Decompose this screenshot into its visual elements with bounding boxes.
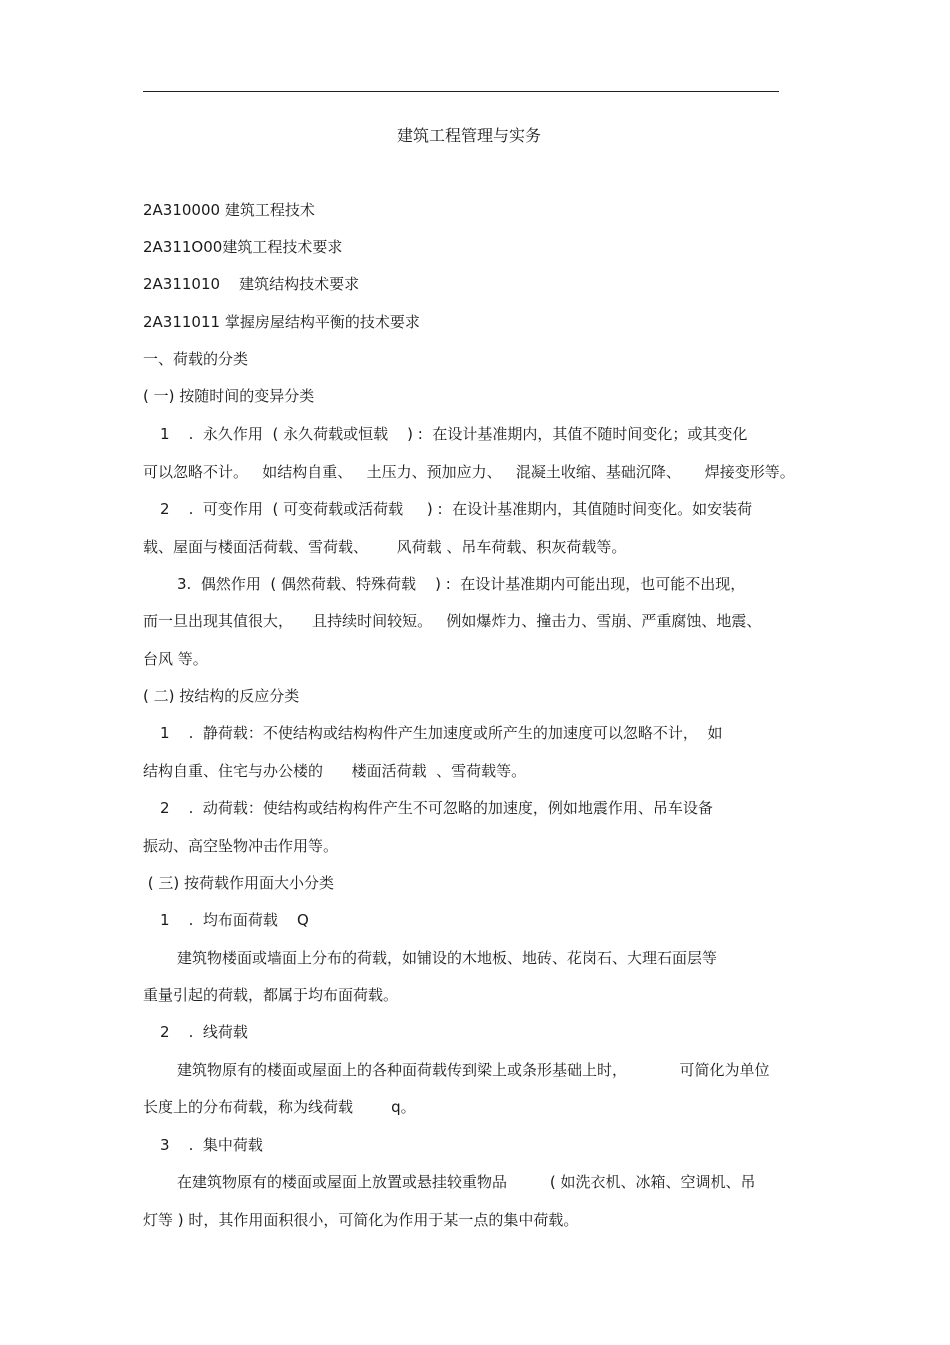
paragraph-line: 而一旦出现其值很大， 且持续时间较短。 例如爆炸力、撞击力、雪崩、严重腐蚀、地震、 <box>143 612 762 630</box>
list-item-heading: 2 . 线荷载 <box>160 1023 248 1041</box>
section-heading: 2A310000 建筑工程技术 <box>143 201 315 219</box>
paragraph-line: 2 . 可变作用 ( 可变荷载或活荷载 ) : 在设计基准期内，其值随时间变化。如安装荷 <box>160 500 753 518</box>
header-rule <box>143 91 779 92</box>
list-item-heading: 3 . 集中荷载 <box>160 1136 263 1154</box>
subheading: ( 三) 按荷载作用面大小分类 <box>143 874 335 892</box>
subheading: 一、荷载的分类 <box>143 350 249 368</box>
paragraph-line: 长度上的分布荷载，称为线荷载 q。 <box>143 1098 416 1116</box>
section-heading: 2A311010 建筑结构技术要求 <box>143 275 360 293</box>
paragraph-line: 在建筑物原有的楼面或屋面上放置或悬挂较重物品 ( 如洗衣机、冰箱、空调机、吊 <box>177 1173 756 1191</box>
subheading: ( 一) 按随时间的变异分类 <box>143 387 315 405</box>
paragraph-line: 3. 偶然作用 ( 偶然荷载、特殊荷载 ) : 在设计基准期内可能出现，也可能不出现， <box>177 575 746 593</box>
paragraph-line: 载、屋面与楼面活荷载、雪荷载、 风荷载 、吊车荷载、积灰荷载等。 <box>143 538 627 556</box>
paragraph-line: 可以忽略不计。 如结构自重、 土压力、预加应力、 混凝土收缩、基础沉降、 焊接变形等。 <box>143 463 795 481</box>
paragraph-line: 建筑物原有的楼面或屋面上的各种面荷载传到梁上或条形基础上时， 可简化为单位 <box>177 1061 770 1079</box>
paragraph-line: 灯等 ) 时，其作用面积很小，可简化为作用于某一点的集中荷载。 <box>143 1211 579 1229</box>
paragraph-line: 1 . 永久作用 ( 永久荷载或恒载 ) : 在设计基准期内，其值不随时间变化；或其变化 <box>160 425 748 443</box>
subheading: ( 二) 按结构的反应分类 <box>143 687 300 705</box>
section-heading: 2A311011 掌握房屋结构平衡的技术要求 <box>143 313 420 331</box>
list-item-heading: 1 . 均布面荷载 Q <box>160 911 309 929</box>
paragraph-line: 重量引起的荷载，都属于均布面荷载。 <box>143 986 399 1004</box>
document-title: 建筑工程管理与实务 <box>397 126 542 145</box>
paragraph-line: 1 . 静荷载：不使结构或结构构件产生加速度或所产生的加速度可以忽略不计， 如 <box>160 724 723 742</box>
paragraph-line: 2 . 动荷载：使结构或结构构件产生不可忽略的加速度，例如地震作用、吊车设备 <box>160 799 713 817</box>
paragraph-line: 结构自重、住宅与办公楼的 楼面活荷载 、雪荷载等。 <box>143 762 527 780</box>
paragraph-line: 振动、高空坠物冲击作用等。 <box>143 837 339 855</box>
section-heading: 2A311O00建筑工程技术要求 <box>143 238 343 256</box>
paragraph-line: 台风 等。 <box>143 650 208 668</box>
paragraph-line: 建筑物楼面或墙面上分布的荷载，如铺设的木地板、地砖、花岗石、大理石面层等 <box>177 949 718 967</box>
